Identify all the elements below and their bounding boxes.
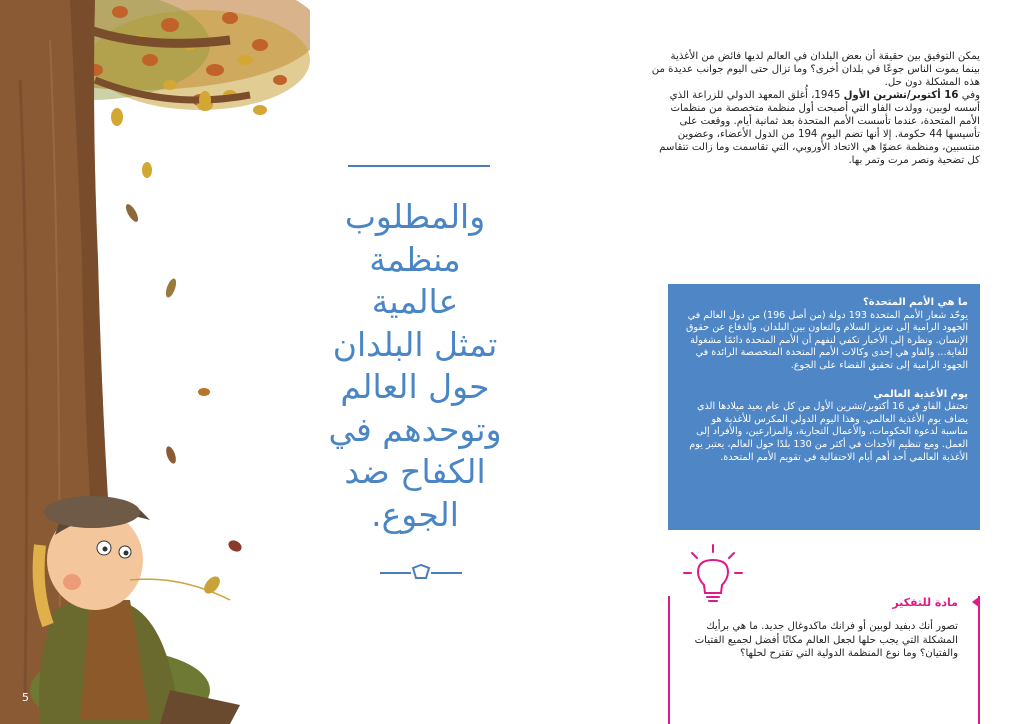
boy-character xyxy=(30,496,240,724)
quote-line: منظمة xyxy=(369,239,461,279)
think-marker xyxy=(972,596,980,608)
think-box xyxy=(668,596,980,724)
quote-line: والمطلوب xyxy=(344,197,486,236)
quote-line: تمثل البلدان xyxy=(332,324,498,364)
page-number: 5 xyxy=(22,691,29,704)
intro-date-highlight: 16 أكتوبر/تشرين الأول xyxy=(843,90,959,101)
info-heading-un: ما هي الأمم المتحدة؟ xyxy=(862,297,968,308)
quote-line: عالمية xyxy=(371,282,459,321)
quote-line: وتوحدهم في xyxy=(328,409,502,449)
think-text: تصور أنك دبفيد لوبين أو فرانك ماكدوغال جديد. ما هي برأيك المشكلة التي يجب حلها لجعل العالم مكانًا أفضل لجميع الفتيات والفتيان؟ وما نوع المنظمة الدولية التي تقترح لحلها؟ xyxy=(694,621,958,660)
intro-text xyxy=(650,50,980,167)
intro-paragraph-1: يمكن التوفيق بين حقيقة أن بعض البلدان في العالم لديها فائض من الأغذية بينما يموت الناس جوعًا في بلدان أخرى؟ وما تزال حتى اليوم جوانب عديدة من هذه المشكلة دون حل. xyxy=(651,51,980,88)
info-text-un: يوحّد شعار الأمم المتحدة 193 دولة (من أصل 196) من دول العالم في الجهود الرامية إلى تعزيز السلام والتعاون بين البلدان، والدفاع عن حقوق الإنسان. ونظرة إلى الأخبار تكفي لنفهم أن الأمم المتحدة دائمًا مشغولة للغاية... والفاو هي إحدى وكالات الأمم المتحدة المتخصصة الرائدة في الجهود الرامية إلى تحقيق القضاء على الجوع. xyxy=(685,309,968,371)
quote-line: الكفاح ضد xyxy=(344,452,486,491)
quote-line: الجوع. xyxy=(371,494,459,534)
diamond-ornament-icon xyxy=(380,562,462,584)
quote-line: حول العالم xyxy=(340,367,490,406)
think-title: مادة للتفكير xyxy=(892,596,958,609)
tree-boy-illustration xyxy=(0,0,310,724)
info-box xyxy=(668,284,980,530)
quote-top-rule xyxy=(348,165,490,167)
intro-paragraph-2-start: وفي xyxy=(958,90,980,101)
falling-leaves xyxy=(111,91,244,554)
info-text-world-food-day: تحتفل الفاو في 16 أكتوبر/تشرين الأول من كل عام بعيد ميلادها الذي يضاف يوم الأغذية العالمي. وهذا اليوم الدولي المكرس للأغذية هو مناسبة لدعوة الحكومات، والأعمال التجارية، والمزارعين، والأفراد إلى العمل. ومع تنظيم الأحداث في أكثر من 130 بلدًا حول العالم، يعتبر يوم الأغذية العالمي أحد أهم أيام الاحتفالية في تقويم الأمم المتحدة. xyxy=(689,401,968,463)
intro-paragraph-2-rest: 1945، أُغلق المعهد الدولي للزراعة الذي أسسه لوبين، وولدت الفاو التي أصبحت أول منظمة متخصصة من منظمات الأمم المتحدة، عندما تأسست الأمم المتحدة بعد ثمانية أيام. ووقعت على تأسيسها 44 حكومة. إلا أنها تضم اليوم 194 من الدول الأعضاء، وعضوين منتسبين، ومنظمة عضوًا هي الاتحاد الأوروبي، التي تقاسمت وما زالت تتقاسم كل تضحية ونصر مرت وتمر بها. xyxy=(659,90,980,166)
pull-quote xyxy=(300,196,530,536)
info-heading-world-food-day: يوم الأغذية العالمي xyxy=(873,388,968,400)
